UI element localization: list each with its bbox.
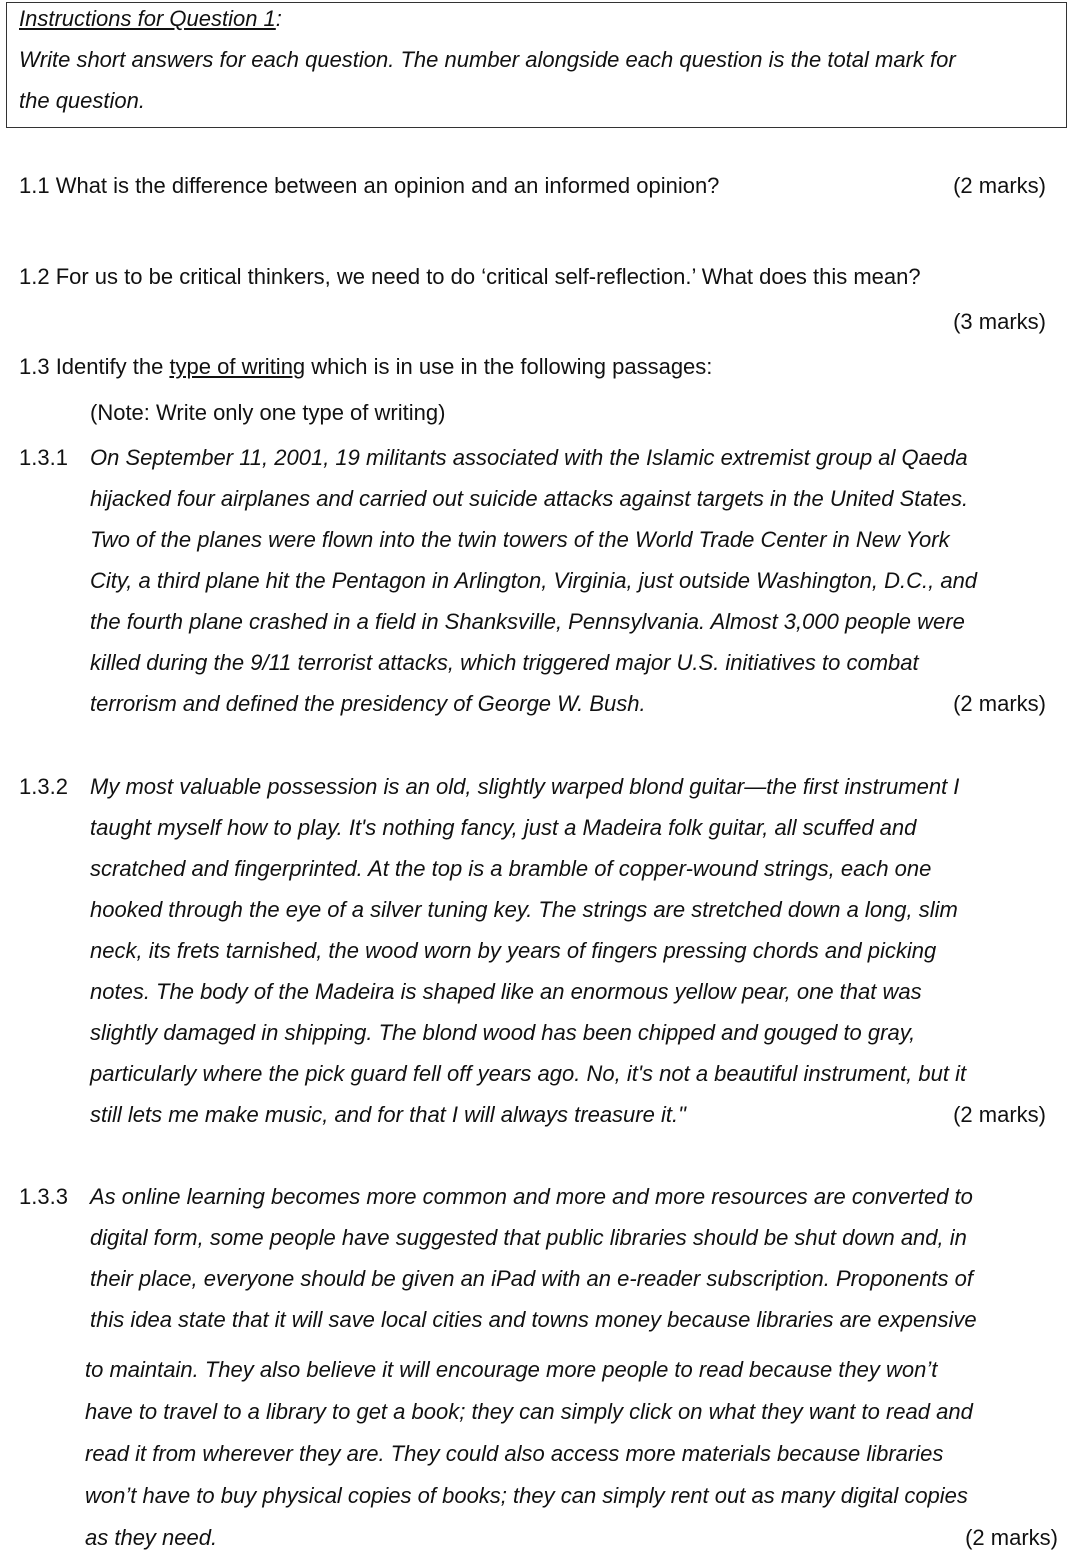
question-1-3-1-marks: (2 marks) xyxy=(953,691,1046,716)
instructions-line-2: the question. xyxy=(19,88,145,113)
question-1-3-underlined: type of writing xyxy=(169,354,306,379)
question-1-2-marks: (3 marks) xyxy=(953,309,1046,334)
instructions-title: Instructions for Question 1 xyxy=(19,6,276,31)
passage-1-3-3-line: have to travel to a library to get a book; they can simply click on what they want to read and xyxy=(85,1399,973,1424)
question-1-3-2-marks: (2 marks) xyxy=(953,1102,1046,1127)
passage-1-3-2-line: slightly damaged in shipping. The blond wood has been chipped and gouged to gray, xyxy=(90,1020,916,1045)
passage-1-3-2-line: neck, its frets tarnished, the wood worn by years of fingers pressing chords and picking xyxy=(90,938,937,963)
passage-1-3-3-line: digital form, some people have suggested that public libraries should be shut down and, in xyxy=(90,1225,967,1250)
passage-1-3-1-line: hijacked four airplanes and carried out suicide attacks against targets in the United States. xyxy=(90,486,969,511)
passage-1-3-1-line: On September 11, 2001, 19 militants associated with the Islamic extremist group al Qaeda xyxy=(90,445,968,470)
instructions-title-colon: : xyxy=(275,6,282,31)
question-1-3-suffix: which is in use in the following passages: xyxy=(305,354,713,379)
instructions-heading xyxy=(19,6,282,32)
passage-1-3-3-line: As online learning becomes more common and more and more resources are converted to xyxy=(90,1184,973,1209)
passage-1-3-1-line: City, a third plane hit the Pentagon in Arlington, Virginia, just outside Washington, D.C., and xyxy=(90,568,978,593)
passage-1-3-3-line: as they need. xyxy=(85,1525,218,1550)
instructions-line-1: Write short answers for each question. The number alongside each question is the total mark for xyxy=(19,47,956,72)
passage-1-3-3-line: won’t have to buy physical copies of books; they can simply rent out as many digital copies xyxy=(85,1483,968,1508)
question-1-3-3-number: 1.3.3 xyxy=(19,1184,68,1209)
passage-1-3-1-line: terrorism and defined the presidency of George W. Bush. xyxy=(90,691,646,716)
passage-1-3-2-line: hooked through the eye of a silver tuning key. The strings are stretched down a long, slim xyxy=(90,897,958,922)
passage-1-3-1-line: killed during the 9/11 terrorist attacks, which triggered major U.S. initiatives to combat xyxy=(90,650,919,675)
passage-1-3-2-line: notes. The body of the Madeira is shaped like an enormous yellow pear, one that was xyxy=(90,979,922,1004)
passage-1-3-2-line: taught myself how to play. It's nothing fancy, just a Madeira folk guitar, all scuffed and xyxy=(90,815,917,840)
question-1-1: 1.1 What is the difference between an opinion and an informed opinion? xyxy=(19,173,720,198)
passage-1-3-2-line: scratched and fingerprinted. At the top is a bramble of copper-wound strings, each one xyxy=(90,856,932,881)
question-1-1-marks: (2 marks) xyxy=(953,173,1046,198)
passage-1-3-2-line: still lets me make music, and for that I will always treasure it." xyxy=(90,1102,686,1127)
passage-1-3-1-line: the fourth plane crashed in a field in Shanksville, Pennsylvania. Almost 3,000 people were xyxy=(90,609,965,634)
passage-1-3-2-line: My most valuable possession is an old, slightly warped blond guitar—the first instrument I xyxy=(90,774,960,799)
passage-1-3-3-line: this idea state that it will save local cities and towns money because libraries are expensive xyxy=(90,1307,977,1332)
passage-1-3-3-line: to maintain. They also believe it will encourage more people to read because they won’t xyxy=(85,1357,938,1382)
question-1-3-2-number: 1.3.2 xyxy=(19,774,68,799)
passage-1-3-1-line: Two of the planes were flown into the twin towers of the World Trade Center in New York xyxy=(90,527,950,552)
question-1-3 xyxy=(19,354,712,380)
passage-1-3-3-line: read it from wherever they are. They could also access more materials because libraries xyxy=(85,1441,944,1466)
question-1-3-note: (Note: Write only one type of writing) xyxy=(90,400,446,425)
question-1-3-prefix: 1.3 Identify the xyxy=(19,354,170,379)
question-1-3-3-marks: (2 marks) xyxy=(965,1525,1058,1550)
question-1-2: 1.2 For us to be critical thinkers, we need to do ‘critical self-reflection.’ What does this mean? xyxy=(19,264,921,289)
question-1-3-1-number: 1.3.1 xyxy=(19,445,68,470)
passage-1-3-2-line: particularly where the pick guard fell off years ago. No, it's not a beautiful instrument, but it xyxy=(90,1061,967,1086)
passage-1-3-3-line: their place, everyone should be given an iPad with an e-reader subscription. Proponents of xyxy=(90,1266,973,1291)
